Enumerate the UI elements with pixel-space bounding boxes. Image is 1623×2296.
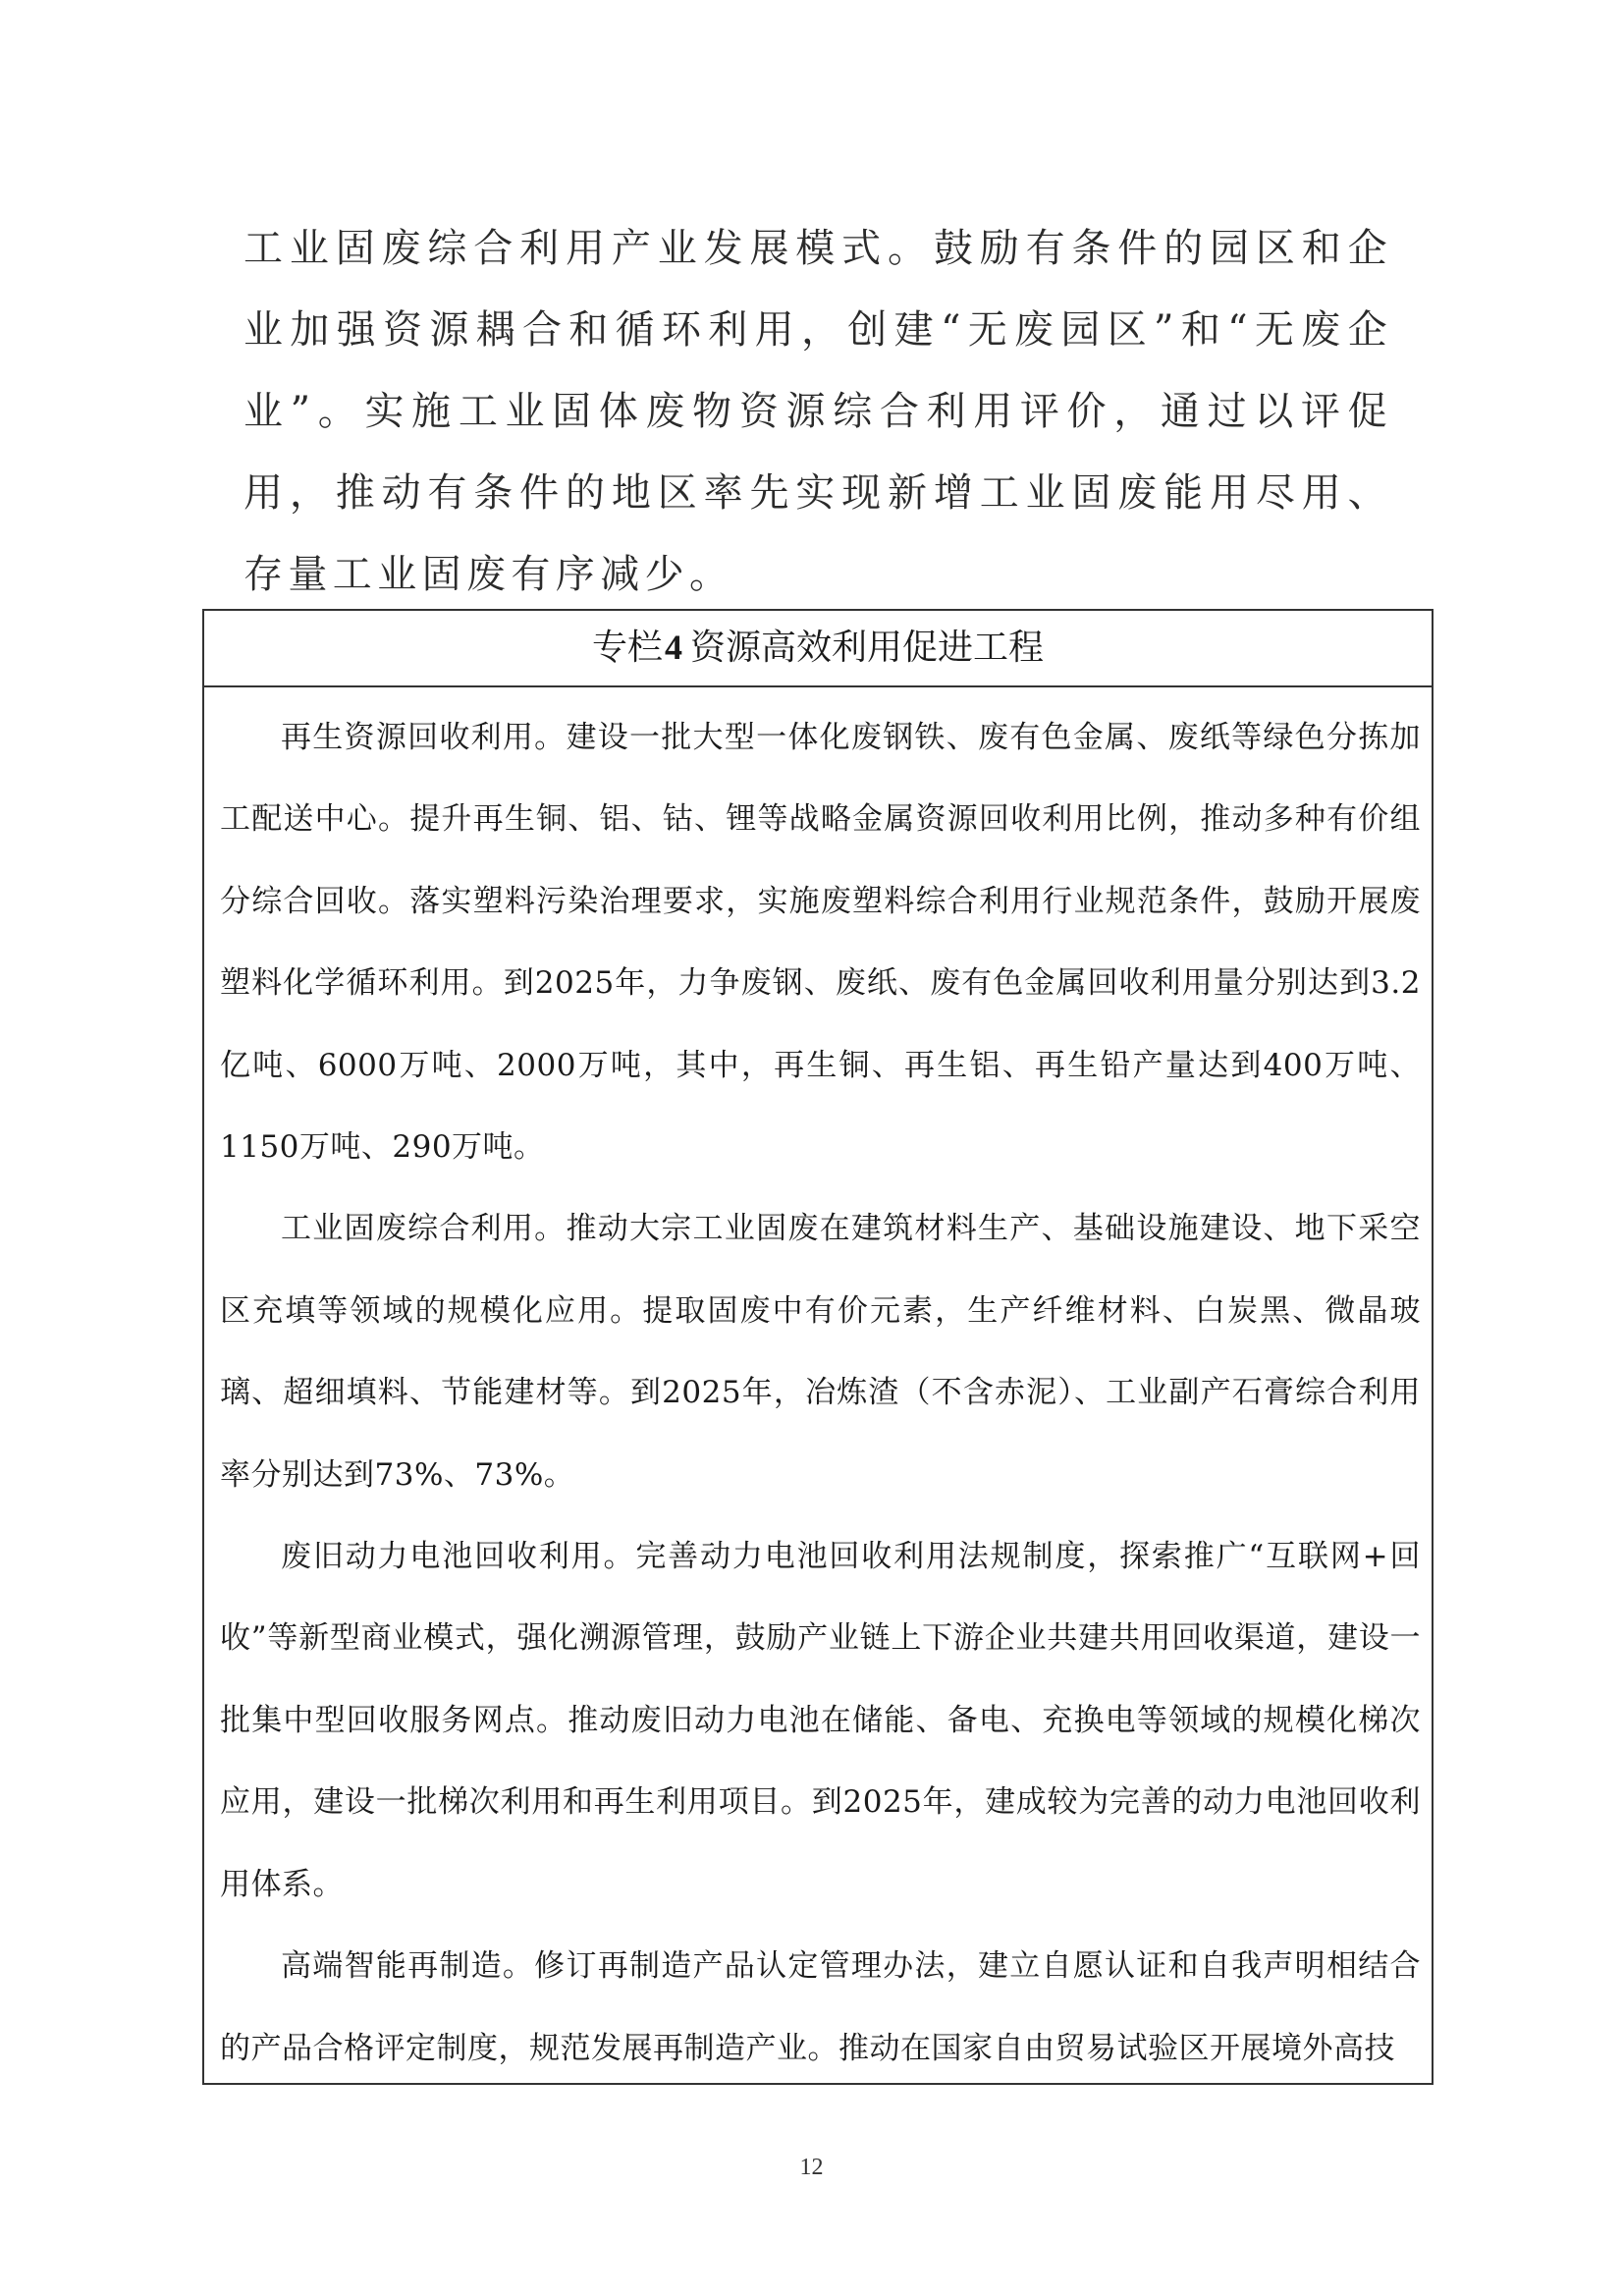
paragraph-recycling: 再生资源回收利用。建设一批大型一体化废钢铁、废有色金属、废纸等绿色分拣加工配送中心。提升再生铜、铝、钴、锂等战略金属资源回收利用比例，推动多种有价组分综合回收。落实塑料污染治理要求，实施废塑料综合利用行业规范条件，鼓励开展废塑料化学循环利用。到2025年，力争废钢、废纸、废有色金属回收利用量分别达到3.2亿吨、6000万吨、2000万吨，其中，再生铜、再生铝、再生铅产量达到400万吨、1150万吨、290万吨。 bbox=[220, 720, 1421, 1166]
paragraph-battery-recycling: 废旧动力电池回收利用。完善动力电池回收利用法规制度，探索推广“互联网+回收”等新型商业模式，强化溯源管理，鼓励产业链上下游企业共建共用回收渠道，建设一批集中型回收服务网点。推动废旧动力电池在储能、备电、充换电等领域的规模化梯次应用，建设一批梯次利用和再生利用项目。到2025年，建成较为完善的动力电池回收利用体系。 bbox=[220, 1539, 1421, 1902]
title-text: 资源高效利用促进工程 bbox=[690, 628, 1045, 668]
feature-box-body bbox=[204, 687, 1432, 2085]
paragraph-solid-waste: 工业固废综合利用。推动大宗工业固废在建筑材料生产、基础设施建设、地下采空区充填等领域的规模化应用。提取固废中有价元素，生产纤维材料、白炭黑、微晶玻璃、超细填料、节能建材等。到2025年，冶炼渣（不含赤泥）、工业副产石膏综合利用率分别达到73%、73%。 bbox=[220, 1211, 1421, 1493]
feature-box bbox=[202, 609, 1434, 2085]
intro-paragraph: 工业固废综合利用产业发展模式。鼓励有条件的园区和企业加强资源耦合和循环利用，创建“无废园区”和“无废企业”。实施工业固体废物资源综合利用评价，通过以评促用，推动有条件的地区率先实现新增工业固废能用尽用、存量工业固废有序减少。 bbox=[243, 226, 1392, 597]
page-number: 12 bbox=[799, 2155, 824, 2180]
paragraph-remanufacturing: 高端智能再制造。修订再制造产品认定管理办法，建立自愿认证和自我声明相结合的产品合格评定制度，规范发展再制造产业。推动在国家自由贸易试验区开展境外高技 bbox=[220, 1948, 1421, 2066]
feature-box-title bbox=[204, 611, 1432, 687]
title-number: 4 bbox=[665, 628, 682, 667]
title-prefix: 专栏 bbox=[591, 628, 663, 668]
